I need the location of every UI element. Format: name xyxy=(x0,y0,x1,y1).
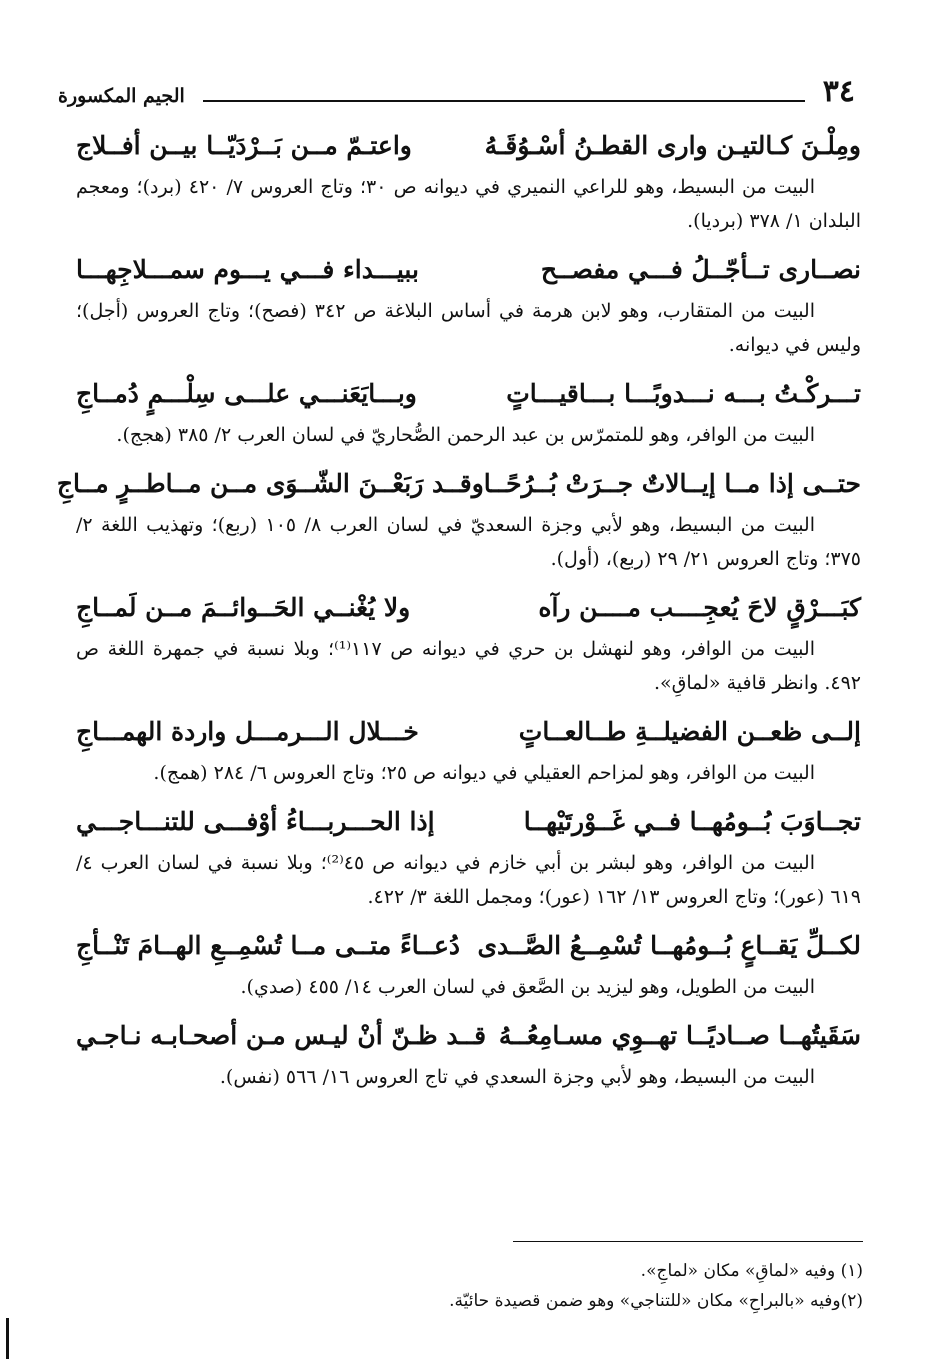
verse-source-note: البيت من الوافر، وهو لبشر بن أبي خازم في ديوانه ص ٤٥⁽²⁾؛ وبلا نسبة في لسان العرب ٤/ ٦١٩ (عور)؛ وتاج العروس ١٣/ ١٦٢ (عور)؛ ومجمل اللغة ٣/ ٤٢٢. xyxy=(76,852,861,908)
second-hemistich: وقــد رَبَعْــنَ الشّــوَى مــن مــاطــرٍ مــاجِ xyxy=(56,469,484,498)
verse-line xyxy=(76,372,861,416)
header-rule xyxy=(203,100,805,102)
second-hemistich: ولا يُغْنــي الحَــوائــمَ مــن لَمــاجِ xyxy=(76,593,411,622)
second-hemistich: وبـــايَعَنـــي علـــى سِلْـــمٍ دُمــاجِ xyxy=(76,379,417,408)
page-number: ٣٤ xyxy=(822,74,855,109)
verse-entry xyxy=(76,248,861,362)
verse-line xyxy=(76,586,861,630)
verse-entry xyxy=(76,372,861,452)
verse-entry xyxy=(76,1014,861,1094)
verse-entry xyxy=(76,586,861,700)
verse-source-note: البيت من البسيط، وهو لأبي وجزة السعديّ في لسان العرب ٨/ ١٠٥ (ربع)؛ وتهذيب اللغة ٢/ ٣٧٥؛ وتاج العروس ٢١/ ٢٩ (ربع)، (أول). xyxy=(76,514,861,570)
verse-entries xyxy=(56,124,861,1104)
verse-line xyxy=(76,800,861,844)
first-hemistich: كبَـــرْقٍ لاحَ يُعجِــــب مــــن رآه xyxy=(538,593,861,622)
first-hemistich: تـــركْـتُ بـــه نـــدوبًـــا بـــاقيـــاتٍ xyxy=(506,379,861,408)
first-hemistich: لكــلِّ يَقــاعٍ بُــومُهــا تُسْمِــعُ الصَّــدى xyxy=(477,931,861,960)
verse-source-note: البيت من البسيط، وهو للراعي النميري في ديوانه ص ٣٠؛ وتاج العروس ٧/ ٤٢٠ (برد)؛ ومعجم البلدان ١/ ٣٧٨ (برديا). xyxy=(76,176,861,232)
verse-entry xyxy=(76,924,861,1004)
second-hemistich: إذا الحـــربـــاءُ أوْفـــى للتنـــاجـــي xyxy=(76,807,435,836)
verse-source-note: البيت من الطويل، وهو ليزيد بن الصَّعق في لسان العرب ١٤/ ٤٥٥ (صدي). xyxy=(240,976,815,998)
verse-line xyxy=(76,124,861,168)
verse-source-note: البيت من الوافر، وهو لمزاحم العقيلي في ديوانه ص ٢٥؛ وتاج العروس ٦/ ٢٨٤ (همج). xyxy=(153,762,815,784)
scan-edge-mark xyxy=(6,1318,9,1359)
footnotes xyxy=(300,1256,863,1316)
running-title: الجيم المكسورة xyxy=(58,85,185,107)
verse-entry xyxy=(76,124,861,238)
footnote-1: (١) وفيه «لماقِ» مكان «لماجِ». xyxy=(640,1261,863,1281)
second-hemistich: قــد ظـنّ أنْ ليـس مـن أصحـابـه نـاجـي xyxy=(76,1021,487,1050)
first-hemistich: سَقَيتُهــا صــاديًــا تهــوِي مسـامِعُــهُ xyxy=(498,1021,861,1050)
verse-line xyxy=(76,924,861,968)
first-hemistich: نصــارى تــأجّــلُ فـــي مفصــح xyxy=(540,255,861,284)
second-hemistich: واعتـمّ مــن بَــرْدَيّــا بيــن أفــلاج xyxy=(76,131,412,160)
verse-entry xyxy=(76,800,861,914)
verse-line xyxy=(76,248,861,292)
verse-entry xyxy=(56,462,861,576)
second-hemistich: دُعــاءً متــى مــا تُسْمِــعِ الهــامَ تَنْــأجِ xyxy=(76,931,461,960)
verse-source-note: البيت من البسيط، وهو لأبي وجزة السعدي في تاج العروس ١٦/ ٥٦٦ (نفس). xyxy=(219,1066,815,1088)
verse-source-note: البيت من الوافر، وهو للمتمرّس بن عبد الرحمن الصُّحاريّ في لسان العرب ٢/ ٣٨٥ (هجج). xyxy=(116,424,815,446)
page-header xyxy=(58,70,855,110)
verse-line xyxy=(56,462,861,506)
verse-source-note: البيت من الوافر، وهو لنهشل بن حري في ديوانه ص ١١٧⁽¹⁾؛ وبلا نسبة في جمهرة اللغة ص ٤٩٢. وانظر قافية «لماقِ». xyxy=(76,638,861,694)
first-hemistich: ومِلْـنَ كـالتيـن وارى القطـنُ أسْـوُقَـهُ xyxy=(484,131,861,160)
first-hemistich: إلــى ظعــن الفضيلــةِ طــالعــاتٍ xyxy=(518,717,861,746)
verse-source-note: البيت من المتقارب، وهو لابن هرمة في أساس البلاغة ص ٣٤٢ (فصح)؛ وتاج العروس (أجل)؛ وليس في ديوانه. xyxy=(76,300,861,356)
second-hemistich: خـــلال الـــرمـــل واردة الهمـــاجِ xyxy=(76,717,419,746)
verse-entry xyxy=(76,710,861,790)
first-hemistich: حتــى إذا مــا إيــالاتٌ جــرَتْ بُــرُحًــا xyxy=(483,469,861,498)
first-hemistich: تجــاوَبَ بُــومُهــا فــي غَــوْرتَيْهــا xyxy=(523,807,861,836)
verse-line xyxy=(76,710,861,754)
verse-line xyxy=(76,1014,861,1058)
second-hemistich: ببيـــداء فـــي يـــوم سمـــلاجِهـــا xyxy=(76,255,419,284)
footnote-2: (٢)وفيه «بالبراحِ» مكان «للتناجي» وهو ضمن قصيدة حائيّة. xyxy=(449,1291,863,1311)
footnote-separator xyxy=(513,1241,863,1242)
